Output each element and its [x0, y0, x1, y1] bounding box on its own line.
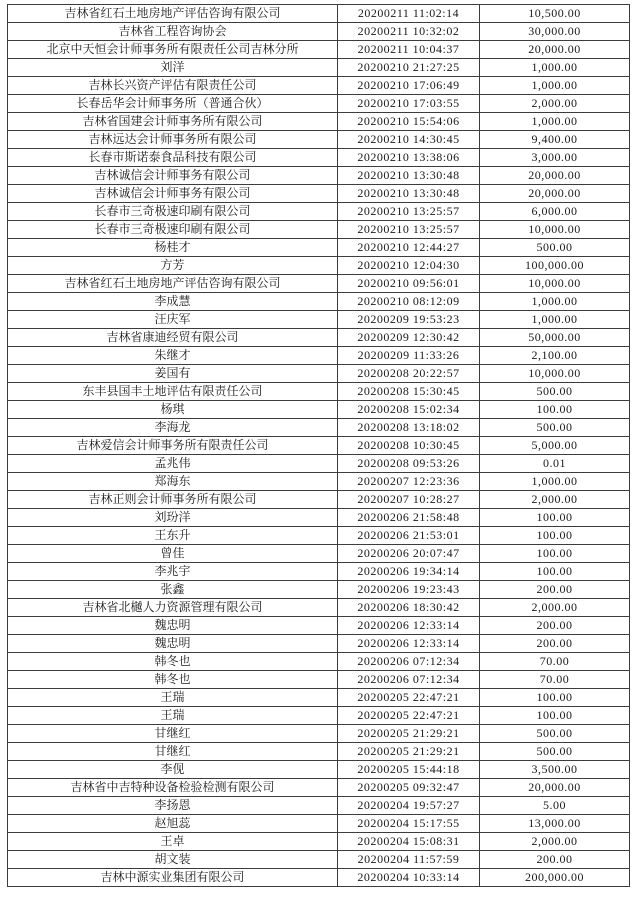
table-row [8, 383, 630, 401]
timestamp-cell: 20200210 09:56:01 [338, 275, 480, 293]
timestamp-cell: 20200211 10:04:37 [338, 41, 480, 59]
donor-name-cell: 甘继红 [8, 725, 338, 743]
amount-cell: 500.00 [480, 383, 630, 401]
timestamp-cell: 20200204 19:57:27 [338, 797, 480, 815]
amount-cell: 5,000.00 [480, 437, 630, 455]
timestamp-cell: 20200206 12:33:14 [338, 617, 480, 635]
table-row [8, 833, 630, 851]
donation-table [7, 4, 630, 887]
timestamp-cell: 20200206 20:07:47 [338, 545, 480, 563]
donor-name-cell: 王东升 [8, 527, 338, 545]
timestamp-cell: 20200208 13:18:02 [338, 419, 480, 437]
donor-name-cell: 刘玢洋 [8, 509, 338, 527]
table-row [8, 23, 630, 41]
table-row [8, 293, 630, 311]
donor-name-cell: 长春市三奇极速印刷有限公司 [8, 221, 338, 239]
amount-cell: 20,000.00 [480, 185, 630, 203]
timestamp-cell: 20200208 15:02:34 [338, 401, 480, 419]
timestamp-cell: 20200210 15:54:06 [338, 113, 480, 131]
donor-name-cell: 吉林诚信会计师事务有限公司 [8, 167, 338, 185]
timestamp-cell: 20200207 12:23:36 [338, 473, 480, 491]
timestamp-cell: 20200210 08:12:09 [338, 293, 480, 311]
table-row [8, 455, 630, 473]
amount-cell: 6,000.00 [480, 203, 630, 221]
donor-name-cell: 李伣 [8, 761, 338, 779]
amount-cell: 5.00 [480, 797, 630, 815]
donor-name-cell: 长春岳华会计师事务所（普通合伙） [8, 95, 338, 113]
amount-cell: 30,000.00 [480, 23, 630, 41]
donor-name-cell: 吉林省中吉特种设备检验检测有限公司 [8, 779, 338, 797]
timestamp-cell: 20200210 13:30:48 [338, 185, 480, 203]
timestamp-cell: 20200206 19:34:14 [338, 563, 480, 581]
table-row [8, 869, 630, 887]
table-row [8, 473, 630, 491]
table-row [8, 59, 630, 77]
amount-cell: 200.00 [480, 617, 630, 635]
amount-cell: 10,500.00 [480, 5, 630, 23]
table-row [8, 761, 630, 779]
timestamp-cell: 20200209 11:33:26 [338, 347, 480, 365]
amount-cell: 200,000.00 [480, 869, 630, 887]
donor-name-cell: 孟兆伟 [8, 455, 338, 473]
amount-cell: 3,000.00 [480, 149, 630, 167]
table-row [8, 635, 630, 653]
timestamp-cell: 20200210 13:38:06 [338, 149, 480, 167]
donor-name-cell: 长春市三奇极速印刷有限公司 [8, 203, 338, 221]
amount-cell: 2,000.00 [480, 599, 630, 617]
amount-cell: 200.00 [480, 635, 630, 653]
donor-name-cell: 李扬恩 [8, 797, 338, 815]
amount-cell: 20,000.00 [480, 167, 630, 185]
timestamp-cell: 20200211 11:02:14 [338, 5, 480, 23]
donor-name-cell: 曾佳 [8, 545, 338, 563]
table-row [8, 851, 630, 869]
amount-cell: 70.00 [480, 671, 630, 689]
amount-cell: 1,000.00 [480, 113, 630, 131]
timestamp-cell: 20200211 10:32:02 [338, 23, 480, 41]
donor-name-cell: 吉林长兴资产评估有限责任公司 [8, 77, 338, 95]
table-row [8, 401, 630, 419]
amount-cell: 200.00 [480, 851, 630, 869]
timestamp-cell: 20200210 13:25:57 [338, 203, 480, 221]
amount-cell: 1,000.00 [480, 77, 630, 95]
amount-cell: 100.00 [480, 527, 630, 545]
timestamp-cell: 20200208 15:30:45 [338, 383, 480, 401]
table-row [8, 671, 630, 689]
amount-cell: 500.00 [480, 743, 630, 761]
table-row [8, 41, 630, 59]
donor-name-cell: 胡文装 [8, 851, 338, 869]
donor-name-cell: 长春市斯诺泰食品科技有限公司 [8, 149, 338, 167]
timestamp-cell: 20200209 12:30:42 [338, 329, 480, 347]
donor-name-cell: 魏忠明 [8, 635, 338, 653]
table-row [8, 347, 630, 365]
donor-name-cell: 吉林省北樾人力资源管理有限公司 [8, 599, 338, 617]
table-row [8, 527, 630, 545]
table-row [8, 5, 630, 23]
donor-name-cell: 北京中天恒会计师事务所有限责任公司吉林分所 [8, 41, 338, 59]
table-row [8, 113, 630, 131]
table-row [8, 221, 630, 239]
amount-cell: 1,000.00 [480, 473, 630, 491]
donor-name-cell: 甘继红 [8, 743, 338, 761]
amount-cell: 2,000.00 [480, 833, 630, 851]
donor-name-cell: 刘洋 [8, 59, 338, 77]
table-row [8, 77, 630, 95]
table-row [8, 725, 630, 743]
amount-cell: 10,000.00 [480, 365, 630, 383]
amount-cell: 500.00 [480, 725, 630, 743]
table-row [8, 545, 630, 563]
amount-cell: 50,000.00 [480, 329, 630, 347]
table-row [8, 797, 630, 815]
donor-name-cell: 吉林省工程咨询协会 [8, 23, 338, 41]
table-row [8, 419, 630, 437]
timestamp-cell: 20200205 15:44:18 [338, 761, 480, 779]
table-row [8, 275, 630, 293]
donor-name-cell: 李海龙 [8, 419, 338, 437]
amount-cell: 0.01 [480, 455, 630, 473]
amount-cell: 70.00 [480, 653, 630, 671]
timestamp-cell: 20200205 22:47:21 [338, 689, 480, 707]
timestamp-cell: 20200210 21:27:25 [338, 59, 480, 77]
table-row [8, 131, 630, 149]
amount-cell: 2,100.00 [480, 347, 630, 365]
table-row [8, 815, 630, 833]
table-row [8, 599, 630, 617]
donor-name-cell: 吉林省康迪经贸有限公司 [8, 329, 338, 347]
amount-cell: 500.00 [480, 419, 630, 437]
table-row [8, 239, 630, 257]
amount-cell: 1,000.00 [480, 59, 630, 77]
table-row [8, 617, 630, 635]
donor-name-cell: 魏忠明 [8, 617, 338, 635]
table-row [8, 491, 630, 509]
timestamp-cell: 20200210 17:06:49 [338, 77, 480, 95]
timestamp-cell: 20200205 09:32:47 [338, 779, 480, 797]
amount-cell: 500.00 [480, 239, 630, 257]
amount-cell: 20,000.00 [480, 779, 630, 797]
table-row [8, 689, 630, 707]
table-row [8, 509, 630, 527]
amount-cell: 13,000.00 [480, 815, 630, 833]
timestamp-cell: 20200209 19:53:23 [338, 311, 480, 329]
table-row [8, 437, 630, 455]
donor-name-cell: 赵旭蕊 [8, 815, 338, 833]
donor-name-cell: 吉林省国建会计师事务所有限公司 [8, 113, 338, 131]
table-row [8, 653, 630, 671]
table-row [8, 149, 630, 167]
table-row [8, 95, 630, 113]
amount-cell: 100.00 [480, 707, 630, 725]
timestamp-cell: 20200210 14:30:45 [338, 131, 480, 149]
timestamp-cell: 20200207 10:28:27 [338, 491, 480, 509]
amount-cell: 100.00 [480, 401, 630, 419]
amount-cell: 2,000.00 [480, 95, 630, 113]
donor-name-cell: 李成慧 [8, 293, 338, 311]
donor-name-cell: 韩冬也 [8, 653, 338, 671]
donor-name-cell: 吉林诚信会计师事务有限公司 [8, 185, 338, 203]
donor-name-cell: 张鑫 [8, 581, 338, 599]
donor-name-cell: 吉林正则会计师事务所有限公司 [8, 491, 338, 509]
amount-cell: 10,000.00 [480, 221, 630, 239]
table-row [8, 311, 630, 329]
table-row [8, 563, 630, 581]
donor-name-cell: 姜国有 [8, 365, 338, 383]
amount-cell: 1,000.00 [480, 293, 630, 311]
timestamp-cell: 20200210 13:30:48 [338, 167, 480, 185]
timestamp-cell: 20200206 07:12:34 [338, 653, 480, 671]
amount-cell: 100.00 [480, 689, 630, 707]
table-row [8, 203, 630, 221]
amount-cell: 100,000.00 [480, 257, 630, 275]
donor-name-cell: 韩冬也 [8, 671, 338, 689]
amount-cell: 1,000.00 [480, 311, 630, 329]
donor-name-cell: 吉林远达会计师事务所有限公司 [8, 131, 338, 149]
donor-name-cell: 东丰县国丰土地评估有限责任公司 [8, 383, 338, 401]
timestamp-cell: 20200205 21:29:21 [338, 725, 480, 743]
timestamp-cell: 20200206 12:33:14 [338, 635, 480, 653]
donor-name-cell: 郑海东 [8, 473, 338, 491]
amount-cell: 2,000.00 [480, 491, 630, 509]
table-row [8, 779, 630, 797]
table-row [8, 707, 630, 725]
timestamp-cell: 20200204 10:33:14 [338, 869, 480, 887]
table-row [8, 329, 630, 347]
table-row [8, 743, 630, 761]
table-row [8, 581, 630, 599]
amount-cell: 9,400.00 [480, 131, 630, 149]
table-row [8, 365, 630, 383]
table-body [8, 5, 630, 887]
timestamp-cell: 20200204 11:57:59 [338, 851, 480, 869]
timestamp-cell: 20200206 21:53:01 [338, 527, 480, 545]
table-row [8, 167, 630, 185]
timestamp-cell: 20200204 15:08:31 [338, 833, 480, 851]
donor-name-cell: 杨桂才 [8, 239, 338, 257]
amount-cell: 10,000.00 [480, 275, 630, 293]
timestamp-cell: 20200210 13:25:57 [338, 221, 480, 239]
donor-name-cell: 王瑞 [8, 707, 338, 725]
timestamp-cell: 20200206 19:23:43 [338, 581, 480, 599]
amount-cell: 3,500.00 [480, 761, 630, 779]
timestamp-cell: 20200204 15:17:55 [338, 815, 480, 833]
timestamp-cell: 20200210 12:04:30 [338, 257, 480, 275]
donor-name-cell: 王卓 [8, 833, 338, 851]
donor-name-cell: 王瑞 [8, 689, 338, 707]
timestamp-cell: 20200208 20:22:57 [338, 365, 480, 383]
amount-cell: 100.00 [480, 509, 630, 527]
timestamp-cell: 20200208 09:53:26 [338, 455, 480, 473]
timestamp-cell: 20200208 10:30:45 [338, 437, 480, 455]
amount-cell: 200.00 [480, 581, 630, 599]
amount-cell: 100.00 [480, 563, 630, 581]
table-row [8, 185, 630, 203]
donor-name-cell: 杨琪 [8, 401, 338, 419]
donor-name-cell: 汪庆军 [8, 311, 338, 329]
donor-name-cell: 吉林省红石土地房地产评估咨询有限公司 [8, 5, 338, 23]
donor-name-cell: 吉林省红石土地房地产评估咨询有限公司 [8, 275, 338, 293]
amount-cell: 100.00 [480, 545, 630, 563]
donor-name-cell: 李兆宇 [8, 563, 338, 581]
timestamp-cell: 20200206 18:30:42 [338, 599, 480, 617]
donor-name-cell: 吉林爱信会计师事务所有限责任公司 [8, 437, 338, 455]
timestamp-cell: 20200210 12:44:27 [338, 239, 480, 257]
donor-name-cell: 朱继才 [8, 347, 338, 365]
amount-cell: 20,000.00 [480, 41, 630, 59]
donor-name-cell: 吉林中源实业集团有限公司 [8, 869, 338, 887]
table-row [8, 257, 630, 275]
timestamp-cell: 20200210 17:03:55 [338, 95, 480, 113]
timestamp-cell: 20200205 21:29:21 [338, 743, 480, 761]
timestamp-cell: 20200205 22:47:21 [338, 707, 480, 725]
donor-name-cell: 方芳 [8, 257, 338, 275]
timestamp-cell: 20200206 21:58:48 [338, 509, 480, 527]
timestamp-cell: 20200206 07:12:34 [338, 671, 480, 689]
